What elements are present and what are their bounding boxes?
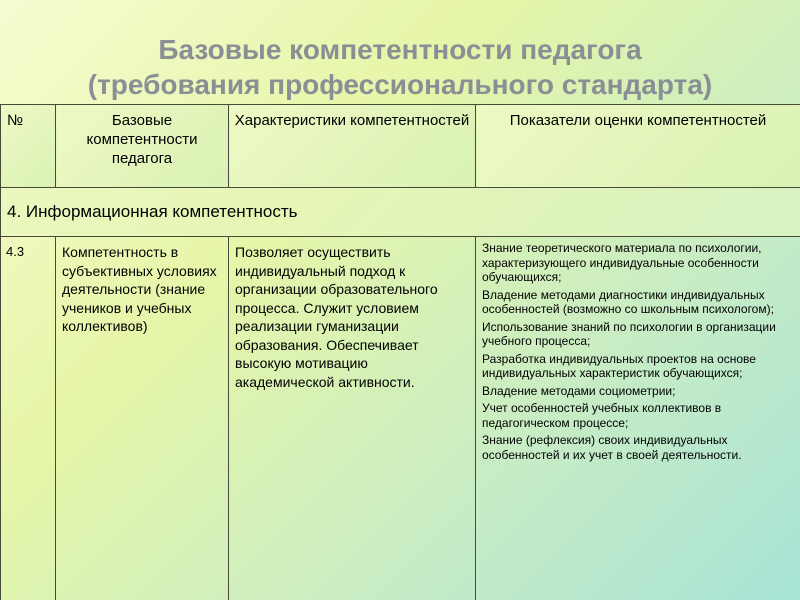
title-line-2: (требования профессионального стандарта) <box>87 69 713 100</box>
indicator-item: Знание теоретического материала по психологии, характеризующего индивидуальные особенности обучающихся; <box>482 241 762 284</box>
row-indicators <box>476 237 800 600</box>
indicator-item: Знание (рефлексия) своих индивидуальных особенностей и их учет в своей деятельности. <box>482 433 742 462</box>
slide-title <box>0 32 800 102</box>
header-number: № <box>1 105 56 188</box>
table-header-row <box>1 105 800 188</box>
competence-table <box>0 104 800 600</box>
row-number: 4.3 <box>1 237 56 600</box>
header-indicators: Показатели оценки компетентностей <box>476 105 800 188</box>
header-characteristics: Характеристики компетентностей <box>229 105 476 188</box>
table-row <box>1 237 800 600</box>
header-base-competence: Базовые компетентности педагога <box>56 105 229 188</box>
indicator-item: Владение методами социометрии; <box>482 383 676 398</box>
indicator-item: Учет особенностей учебных коллективов в педагогическом процессе; <box>482 401 722 430</box>
section-row <box>1 188 800 237</box>
indicator-item: Разработка индивидуальных проектов на основе индивидуальных характеристик обучающихся; <box>482 351 756 380</box>
section-title: 4. Информационная компетентность <box>1 188 800 237</box>
indicator-item: Владение методами диагностики индивидуальных особенностей (возможно со школьным психологом); <box>482 287 774 316</box>
row-characteristics: Позволяет осуществить индивидуальный подход к организации образовательного процесса. Служит условием реализации гуманизации образования. Обеспечивает высокую мотивацию академической активности. <box>229 237 476 600</box>
row-base-competence: Компетентность в субъективных условиях деятельности (знание учеников и учебных коллективов) <box>56 237 229 600</box>
indicator-item: Использование знаний по психологии в организации учебного процесса; <box>482 319 776 348</box>
title-line-1: Базовые компетентности педагога <box>158 34 642 65</box>
